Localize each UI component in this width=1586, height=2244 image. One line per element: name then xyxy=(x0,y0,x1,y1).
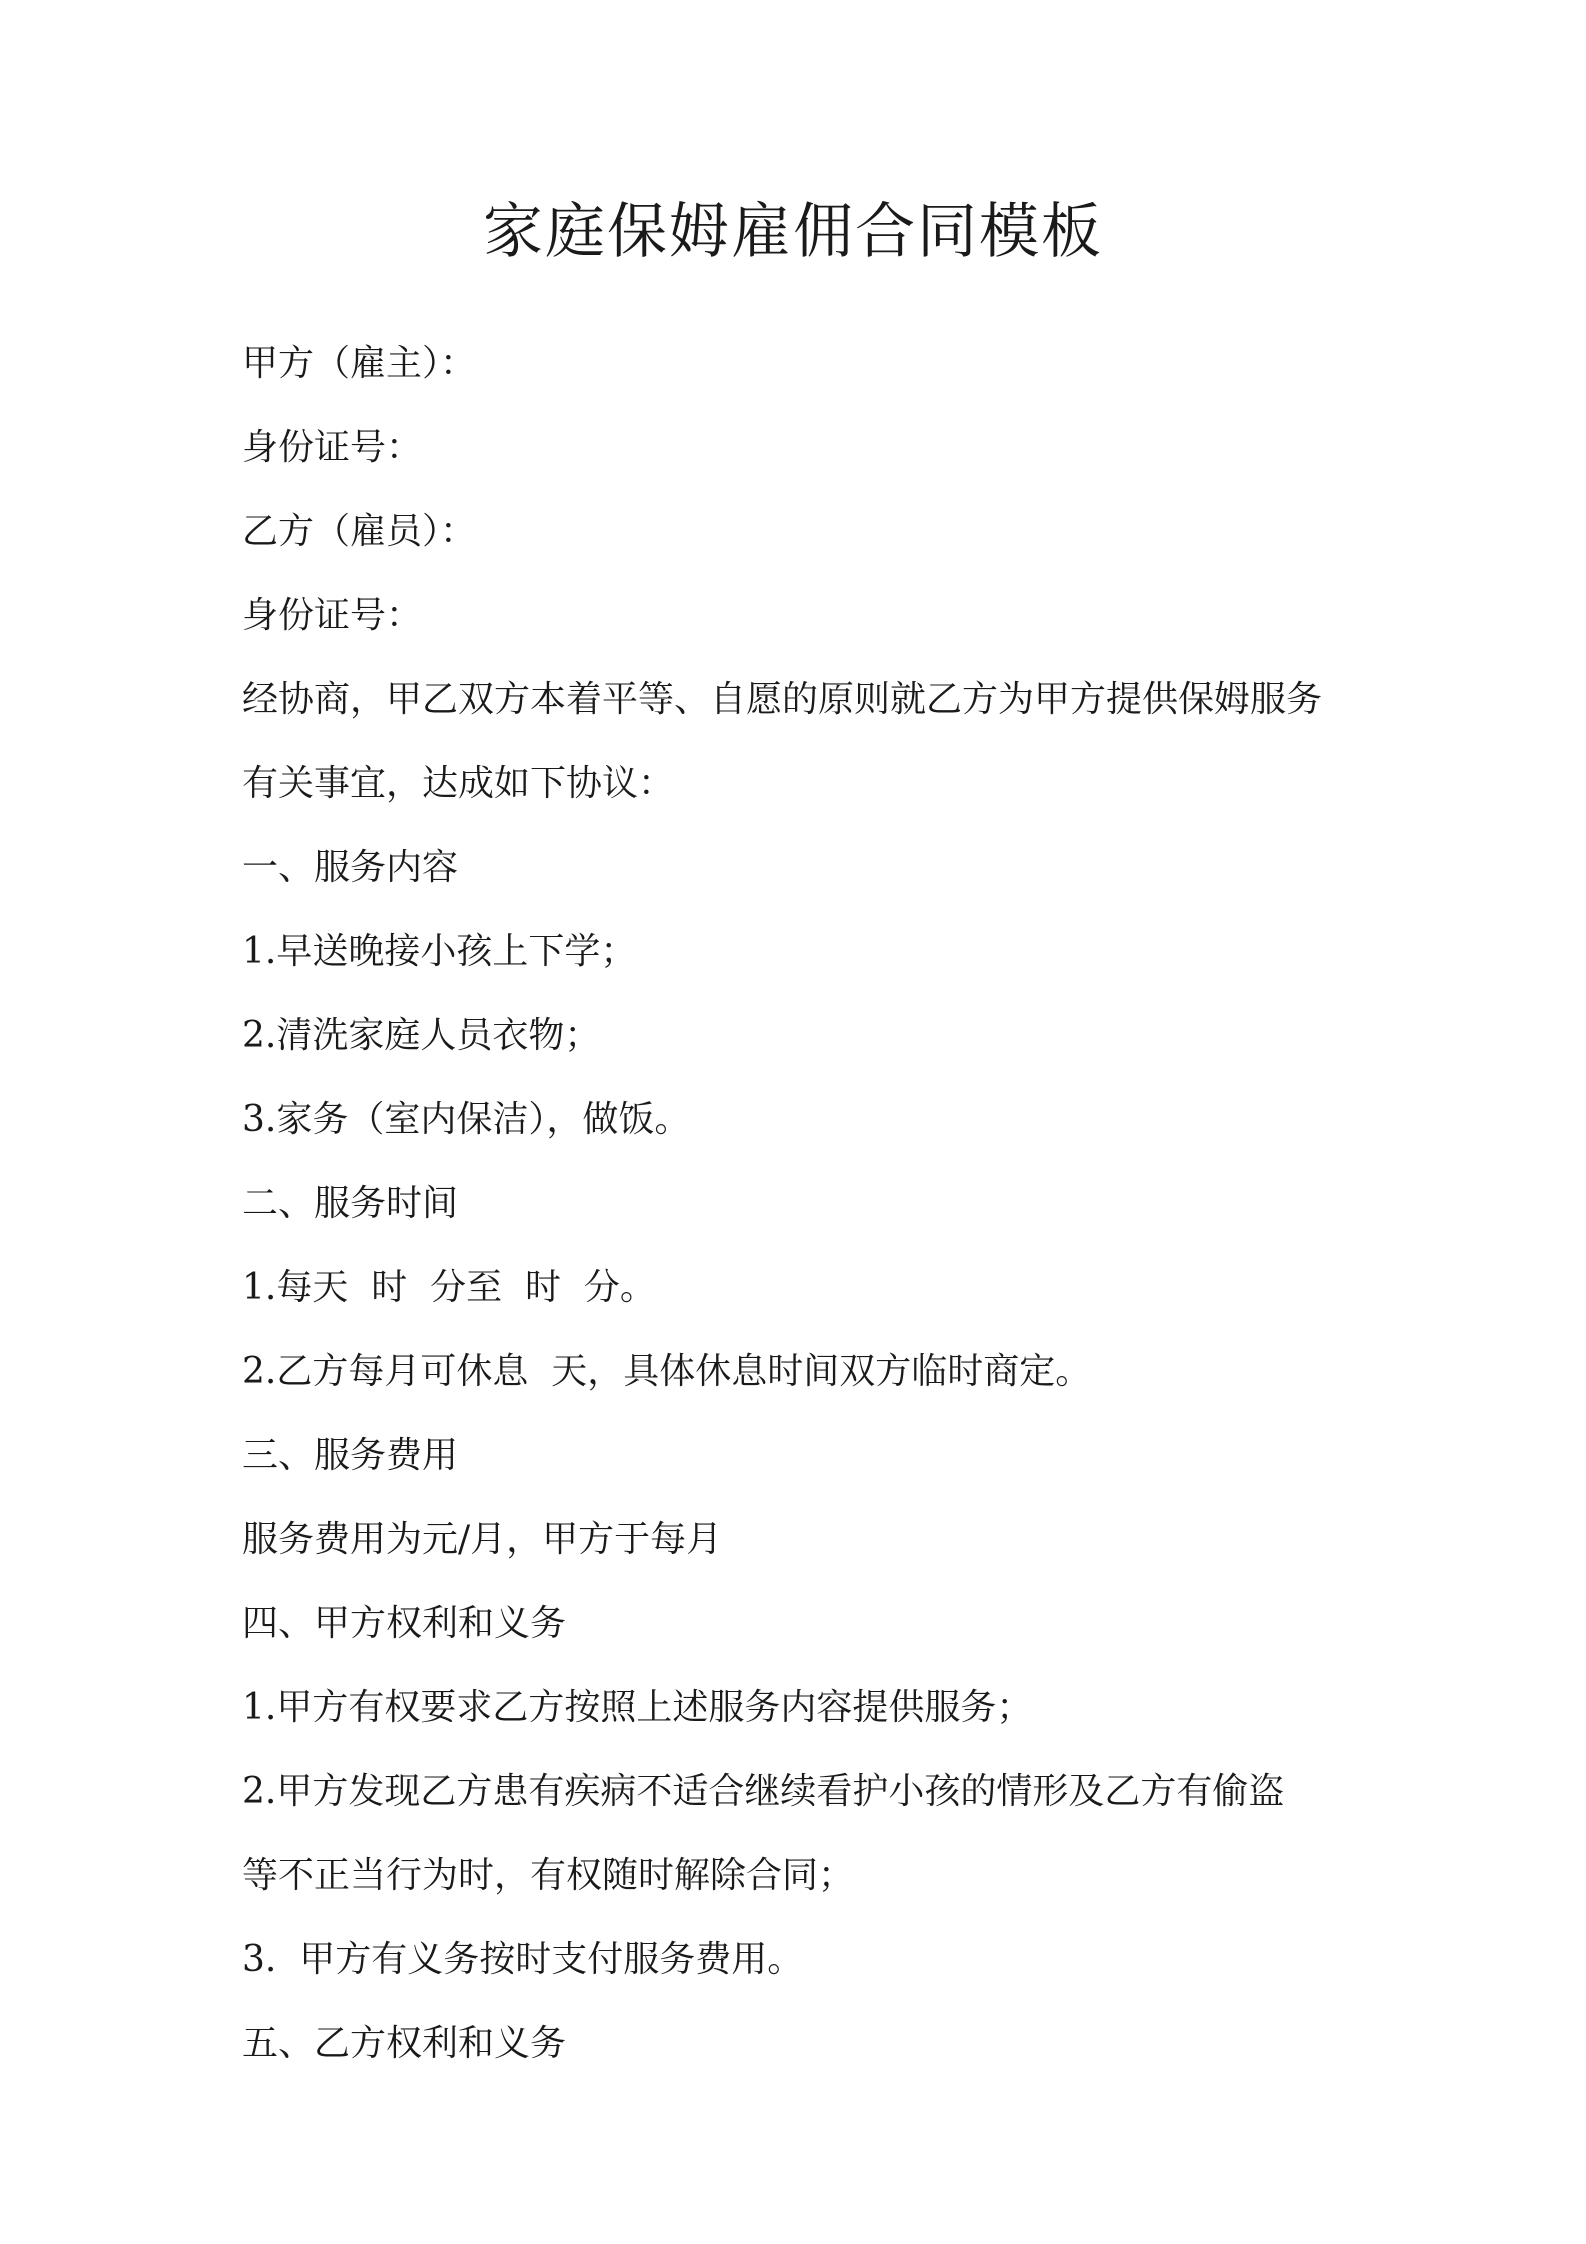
preamble-line-1: 经协商，甲乙双方本着平等、自愿的原则就乙方为甲方提供保姆服务 xyxy=(242,679,1323,720)
party-b-id-line: 身份证号： xyxy=(242,595,423,636)
clause-4-1: 1.甲方有权要求乙方按照上述服务内容提供服务； xyxy=(242,1687,1033,1728)
section-heading-3: 三、服务费用 xyxy=(242,1435,459,1476)
document-body xyxy=(242,322,1362,2086)
party-b-line: 乙方（雇员）： xyxy=(242,511,477,552)
clause-2-1: 1.每天 时 分至 时 分。 xyxy=(242,1267,656,1308)
clause-4-3: 3. 甲方有义务按时支付服务费用。 xyxy=(242,1939,804,1980)
document-title: 家庭保姆雇佣合同模板 xyxy=(483,197,1103,267)
clause-1-1: 1.早送晚接小孩上下学； xyxy=(242,931,637,972)
section-heading-4: 四、甲方权利和义务 xyxy=(242,1603,567,1644)
section-heading-1: 一、服务内容 xyxy=(242,847,459,888)
clause-1-2: 2.清洗家庭人员衣物； xyxy=(242,1015,601,1056)
clause-3-1: 服务费用为元/月，甲方于每月 xyxy=(242,1519,723,1560)
clause-4-2-line-2: 等不正当行为时，有权随时解除合同； xyxy=(242,1855,855,1896)
clause-2-2: 2.乙方每月可休息 天，具体休息时间双方临时商定。 xyxy=(242,1351,1092,1392)
preamble-line-2: 有关事宜，达成如下协议： xyxy=(242,763,675,804)
party-a-id-line: 身份证号： xyxy=(242,427,423,468)
party-a-line: 甲方（雇主）： xyxy=(242,343,477,384)
clause-1-3: 3.家务（室内保洁），做饭。 xyxy=(242,1099,691,1140)
section-heading-5: 五、乙方权利和义务 xyxy=(242,2023,567,2064)
section-heading-2: 二、服务时间 xyxy=(242,1183,459,1224)
clause-4-2-line-1: 2.甲方发现乙方患有疾病不适合继续看护小孩的情形及乙方有偷盗 xyxy=(242,1771,1285,1812)
